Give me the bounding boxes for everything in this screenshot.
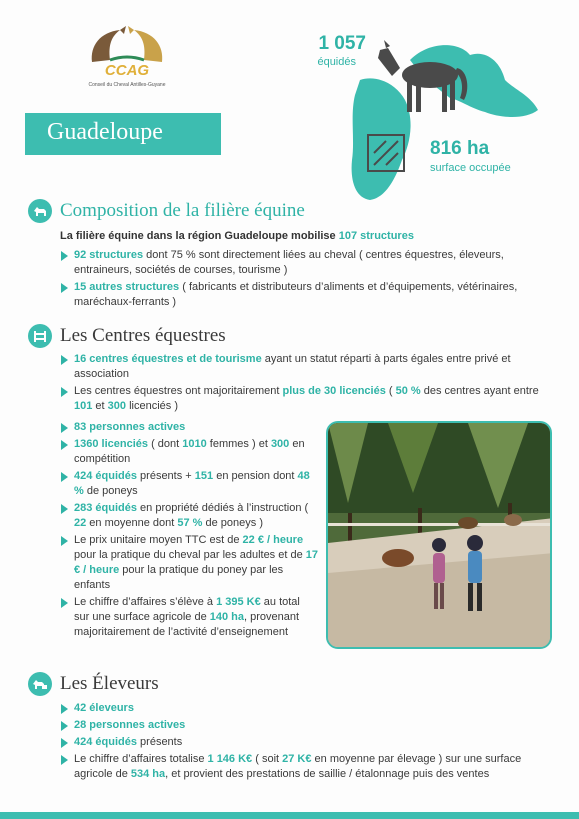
- list-item-text: 22 € / heure: [242, 534, 304, 546]
- list-item: [60, 718, 545, 733]
- list-item: [60, 248, 520, 278]
- intro-text: La filière équine dans la région Guadeloupe mobilise: [60, 230, 339, 242]
- list-item: [60, 595, 318, 640]
- list-item: [60, 280, 520, 310]
- list-item-text: (: [385, 385, 396, 397]
- list-item-text: 16 centres équestres et de tourisme: [74, 353, 262, 365]
- list-item: [60, 469, 318, 499]
- list-item: [60, 701, 545, 716]
- list-item-text: 15 autres structures: [74, 281, 180, 293]
- bottom-accent-bar: [0, 812, 579, 819]
- section-centres-header: [28, 324, 226, 348]
- section-title: Les Centres équestres: [60, 325, 226, 346]
- list-item-text: de poneys ): [202, 517, 263, 529]
- list-item-text: Le chiffre d’affaires s’élève à: [74, 596, 217, 608]
- composition-list: [60, 248, 520, 312]
- list-item-text: 50 %: [395, 385, 421, 397]
- section-eleveurs-header: [28, 672, 159, 696]
- list-item-text: 22: [74, 517, 87, 529]
- list-item-text: Le chiffre d’affaires totalise: [74, 753, 208, 765]
- horse-foal-icon: [28, 672, 52, 696]
- fence-icon: [28, 324, 52, 348]
- region-title: Guadeloupe: [25, 113, 221, 155]
- centres-list-bottom: [60, 420, 318, 642]
- list-item: [60, 352, 545, 382]
- list-item: [60, 752, 545, 782]
- ccag-logo: [72, 24, 182, 102]
- list-item: [60, 384, 545, 414]
- list-item-text: plus de 30 licenciés: [282, 385, 386, 397]
- intro-highlight: 107 structures: [338, 230, 414, 242]
- list-item-text: 424 équidés: [74, 736, 137, 748]
- list-item-text: 300: [107, 400, 127, 412]
- list-item-text: 92 structures: [74, 249, 144, 261]
- horse-heads-logo-icon: [72, 24, 182, 64]
- list-item-text: 1360 licenciés: [74, 438, 149, 450]
- list-item-text: en pension dont: [213, 470, 298, 482]
- photo-illustration: [328, 423, 552, 649]
- list-item-text: dont 75 % sont directement liées au cheval ( centres équestres, éleveurs, entraineurs, sociétés de courses, tourisme ): [74, 249, 504, 276]
- list-item-text: 300: [270, 438, 290, 450]
- list-item-text: femmes ) et: [206, 438, 271, 450]
- list-item-text: ( fabricants et distributeurs d’aliments et d’équipements, vétérinaires, maréchaux-ferrants ): [74, 281, 518, 308]
- list-item-text: ( soit: [252, 753, 283, 765]
- list-item-text: 27 K€: [282, 753, 312, 765]
- list-item: [60, 501, 318, 531]
- list-item: [60, 437, 318, 467]
- section-title: Composition de la filière équine: [60, 200, 305, 221]
- section-title: Les Éleveurs: [60, 673, 159, 694]
- list-item-text: , et provient des prestations de saillie / étalonnage puis des ventes: [165, 768, 490, 780]
- list-item: [60, 420, 318, 435]
- list-item-text: Le prix unitaire moyen TTC est de: [74, 534, 243, 546]
- list-item-text: 1 146 K€: [207, 753, 253, 765]
- list-item-text: 424 équidés: [74, 470, 137, 482]
- list-item-text: 48 %: [74, 470, 310, 497]
- list-item-text: présents: [136, 736, 183, 748]
- list-item: [60, 735, 545, 750]
- list-item-text: 140 ha: [209, 611, 244, 623]
- list-item-text: 151: [194, 470, 214, 482]
- section-composition-header: [28, 199, 305, 223]
- list-item-text: de poneys: [83, 485, 138, 497]
- surface-label: surface occupée: [430, 162, 511, 174]
- logo-subtitle: Conseil du Cheval Antilles-Guyane: [88, 82, 166, 88]
- list-item-text: 83 personnes actives: [74, 421, 186, 433]
- equides-count: 1 057: [318, 33, 366, 54]
- list-item-text: en moyenne par élevage ) sur une surface agricole de: [74, 753, 522, 780]
- list-item-text: et: [92, 400, 108, 412]
- list-item-text: 101: [74, 400, 93, 412]
- list-item-text: , provenant majoritairement de l’activité d’enseignement: [74, 611, 300, 638]
- list-item-text: des centres ayant entre: [420, 385, 539, 397]
- list-item-text: pour la pratique du poney par les enfants: [74, 564, 284, 591]
- list-item-text: licenciés ): [126, 400, 178, 412]
- list-item-text: en moyenne dont: [86, 517, 178, 529]
- list-item-text: présents +: [136, 470, 195, 482]
- list-item-text: 28 personnes actives: [74, 719, 186, 731]
- list-item-text: 17 € / heure: [74, 549, 319, 576]
- equides-label: équidés: [317, 56, 356, 68]
- logo-text: CCAG: [104, 62, 150, 79]
- section-intro: [60, 230, 414, 242]
- list-item-text: ayant un statut réparti à parts égales entre privé et association: [74, 353, 511, 380]
- list-item-text: en compétition: [74, 438, 305, 465]
- horse-icon: [28, 199, 52, 223]
- list-item-text: 283 équidés: [74, 502, 137, 514]
- eleveurs-list: [60, 701, 545, 784]
- centres-list-top: [60, 352, 545, 416]
- surface-value: 816 ha: [430, 138, 490, 159]
- list-item: [60, 533, 318, 593]
- list-item-text: 1010: [182, 438, 207, 450]
- list-item-text: au total sur une surface agricole de: [74, 596, 300, 623]
- list-item-text: pour la pratique du cheval par les adultes et de: [74, 549, 306, 561]
- list-item-text: en propriété dédiés à l’instruction (: [136, 502, 309, 514]
- list-item-text: Les centres équestres ont majoritairement: [74, 385, 283, 397]
- riding-children-photo: [326, 421, 552, 649]
- list-item-text: 42 éleveurs: [74, 702, 134, 714]
- list-item-text: 1 395 K€: [216, 596, 261, 608]
- list-item-text: ( dont: [148, 438, 183, 450]
- list-item-text: 534 ha: [130, 768, 166, 780]
- list-item-text: 57 %: [177, 517, 203, 529]
